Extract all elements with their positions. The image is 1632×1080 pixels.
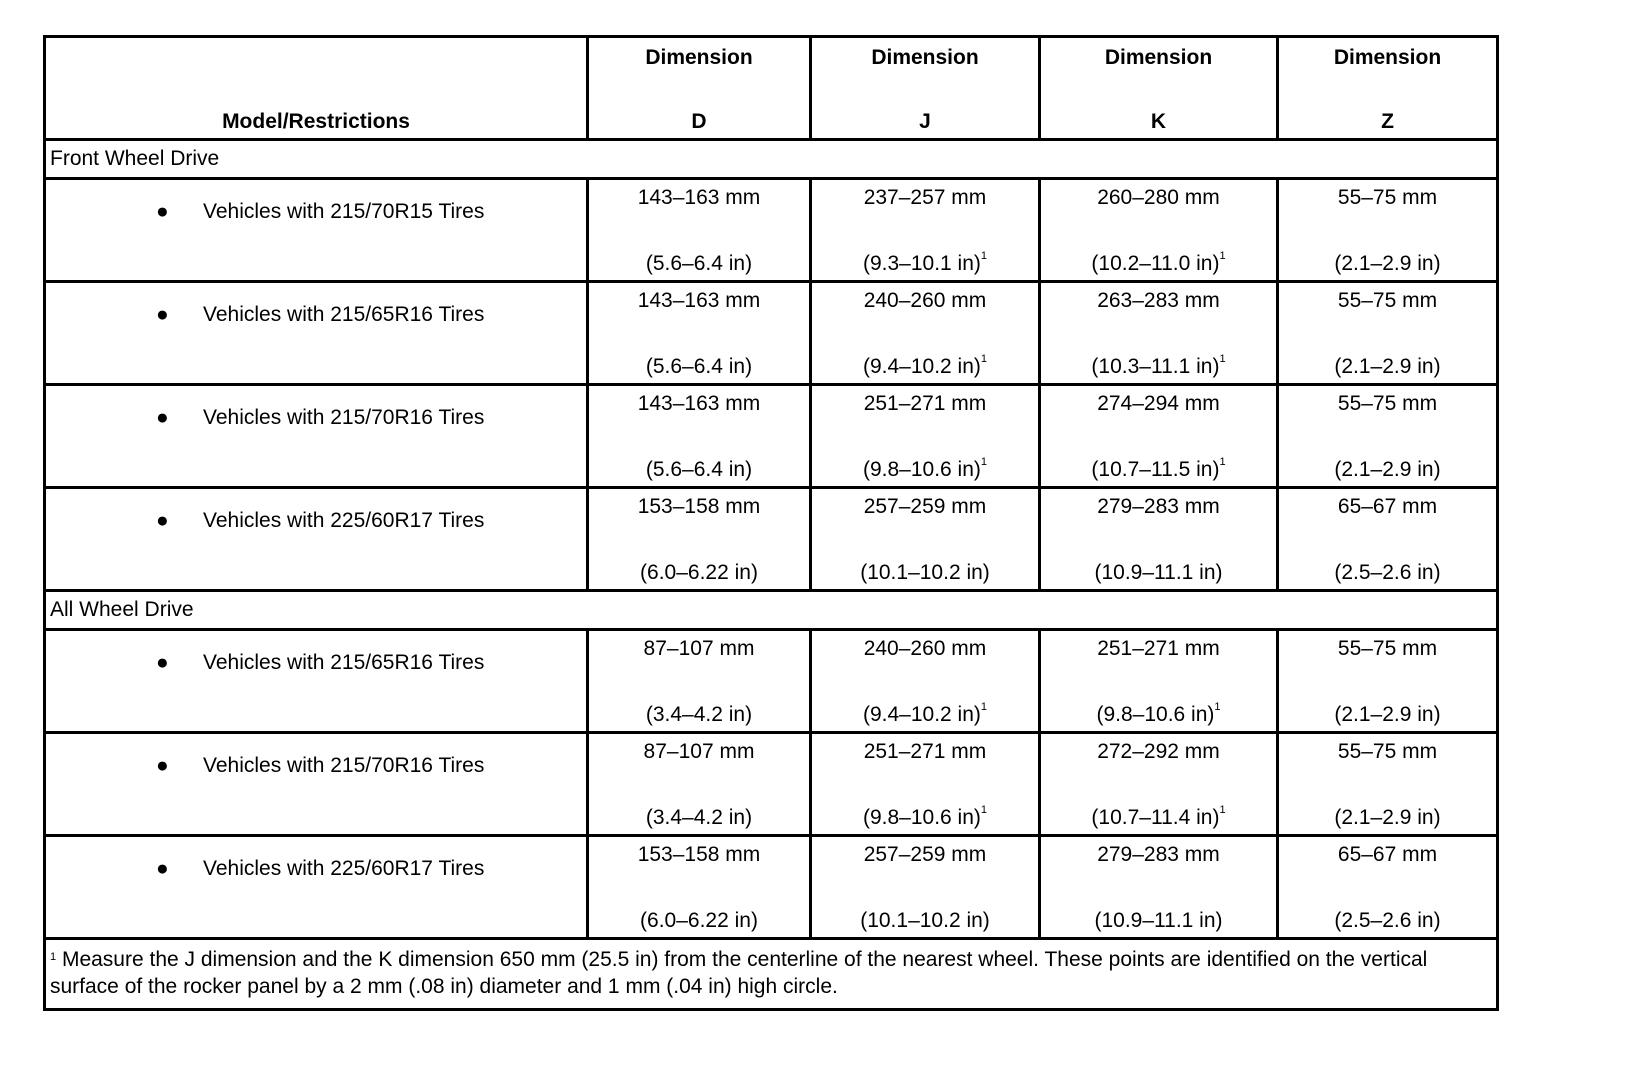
value-in <box>1279 561 1496 585</box>
value-mm: 240–260 mm <box>863 637 987 660</box>
value-mm: 55–75 mm <box>1337 186 1438 209</box>
table-row <box>45 630 1498 733</box>
dimension-cell <box>811 282 1040 385</box>
header-dimension-d <box>588 37 811 140</box>
dimension-cell <box>588 836 811 939</box>
header-dimension-label: Dimension <box>871 46 979 69</box>
value-mm: 143–163 mm <box>637 186 761 209</box>
dimension-cell <box>811 179 1040 282</box>
value-in-text: (5.6–6.4 in) <box>645 355 753 378</box>
dimension-cell <box>811 488 1040 591</box>
value-mm: 55–75 mm <box>1337 637 1438 660</box>
value-mm: 279–283 mm <box>1097 495 1220 518</box>
dimension-cell <box>588 733 811 836</box>
value-in <box>812 561 1038 585</box>
footnote-ref: 1 <box>1219 353 1226 365</box>
header-dimension-j <box>811 37 1040 140</box>
value-in-text: (10.7–11.5 in) <box>1091 458 1220 481</box>
model-label: Vehicles with 215/70R15 Tires <box>203 200 485 223</box>
value-mm: 55–75 mm <box>1337 740 1438 763</box>
table-row <box>45 733 1498 836</box>
model-label: Vehicles with 215/70R16 Tires <box>203 406 485 429</box>
footnote-ref: 1 <box>1219 250 1226 262</box>
model-cell <box>45 488 588 591</box>
value-mm: 87–107 mm <box>643 740 755 763</box>
header-col-letter: K <box>1150 110 1167 133</box>
value-in <box>589 703 809 727</box>
value-in-text: (2.5–2.6 in) <box>1334 561 1441 584</box>
header-dimension-label: Dimension <box>1104 46 1213 69</box>
value-mm: 55–75 mm <box>1337 392 1438 415</box>
bullet-icon: ● <box>156 509 169 532</box>
dimension-cell <box>1278 630 1498 733</box>
dimension-cell <box>1040 179 1278 282</box>
dimension-cell <box>811 630 1040 733</box>
model-cell <box>45 179 588 282</box>
header-col-letter: J <box>919 110 931 133</box>
value-in <box>589 806 809 830</box>
header-model <box>45 37 588 140</box>
header-model-label: Model/Restrictions <box>222 110 410 133</box>
footnote-mark: 1 <box>50 951 57 963</box>
value-in <box>1041 252 1276 276</box>
footnote-ref: 1 <box>1219 456 1226 468</box>
header-dimension-z <box>1278 37 1498 140</box>
dimension-cell <box>1040 836 1278 939</box>
value-mm: 153–158 mm <box>637 495 761 518</box>
model-cell <box>45 836 588 939</box>
value-mm: 65–67 mm <box>1337 495 1438 518</box>
value-in <box>589 458 809 482</box>
header-col-letter: Z <box>1381 110 1394 133</box>
value-in <box>812 355 1038 379</box>
value-mm: 153–158 mm <box>637 843 761 866</box>
header-dimension-label: Dimension <box>645 46 753 69</box>
bullet-icon: ● <box>156 754 169 777</box>
value-in <box>1041 458 1276 482</box>
value-in <box>1279 355 1496 379</box>
dimension-cell <box>588 488 811 591</box>
table-row <box>45 385 1498 488</box>
dimension-cell <box>1278 385 1498 488</box>
value-in <box>812 909 1038 933</box>
dimension-cell <box>588 282 811 385</box>
footnote-ref: 1 <box>1214 701 1221 713</box>
table-row <box>45 282 1498 385</box>
value-in-text: (2.1–2.9 in) <box>1334 703 1441 726</box>
value-in <box>1041 909 1276 933</box>
footnote <box>45 939 1498 1010</box>
dimension-cell <box>811 733 1040 836</box>
table-row <box>45 488 1498 591</box>
value-in-text: (6.0–6.22 in) <box>640 909 758 932</box>
value-in-text: (6.0–6.22 in) <box>640 561 758 584</box>
dimension-cell <box>588 179 811 282</box>
value-mm: 272–292 mm <box>1097 740 1220 763</box>
value-in <box>589 355 809 379</box>
value-in-text: (9.3–10.1 in) <box>862 252 981 275</box>
specifications-table <box>43 35 1499 1011</box>
value-in-text: (9.4–10.2 in) <box>862 355 981 378</box>
value-mm: 274–294 mm <box>1097 392 1220 415</box>
value-mm: 65–67 mm <box>1337 843 1438 866</box>
dimension-cell <box>1040 282 1278 385</box>
value-in <box>812 806 1038 830</box>
dimension-cell <box>1278 836 1498 939</box>
dimension-cell <box>1278 488 1498 591</box>
value-in-text: (3.4–4.2 in) <box>645 703 753 726</box>
value-in <box>1279 703 1496 727</box>
value-mm: 143–163 mm <box>637 392 761 415</box>
dimension-cell <box>1278 282 1498 385</box>
value-in-text: (10.7–11.4 in) <box>1091 806 1220 829</box>
value-in-text: (9.4–10.2 in) <box>862 703 981 726</box>
value-in <box>812 703 1038 727</box>
model-label: Vehicles with 215/65R16 Tires <box>203 303 485 326</box>
footnote-ref: 1 <box>980 250 988 262</box>
value-mm: 251–271 mm <box>863 392 987 415</box>
header-col-letter: D <box>691 110 707 133</box>
value-in-text: (5.6–6.4 in) <box>645 252 753 275</box>
value-mm: 263–283 mm <box>1097 289 1220 312</box>
value-mm: 143–163 mm <box>637 289 761 312</box>
section-title: All Wheel Drive <box>45 591 1498 630</box>
model-cell <box>45 733 588 836</box>
value-in <box>1041 806 1276 830</box>
value-mm: 260–280 mm <box>1097 186 1220 209</box>
bullet-icon: ● <box>156 200 169 223</box>
value-in <box>589 909 809 933</box>
dimension-cell <box>588 385 811 488</box>
value-mm: 279–283 mm <box>1097 843 1220 866</box>
value-in <box>1279 909 1496 933</box>
model-label: Vehicles with 215/70R16 Tires <box>203 754 485 777</box>
value-in-text: (10.3–11.1 in) <box>1091 355 1220 378</box>
header-row <box>45 37 1498 140</box>
value-in <box>1279 458 1496 482</box>
value-in <box>589 252 809 276</box>
value-in-text: (2.1–2.9 in) <box>1334 355 1441 378</box>
value-in <box>812 252 1038 276</box>
dimension-cell <box>1040 733 1278 836</box>
section-row <box>45 591 1498 630</box>
footnote-ref: 1 <box>980 353 988 365</box>
value-in-text: (3.4–4.2 in) <box>645 806 753 829</box>
value-mm: 240–260 mm <box>863 289 987 312</box>
dimension-cell <box>1278 733 1498 836</box>
value-in <box>812 458 1038 482</box>
footnote-ref: 1 <box>980 701 988 713</box>
value-in-text: (9.8–10.6 in) <box>862 458 981 481</box>
value-in-text: (10.9–11.1 in) <box>1094 909 1223 932</box>
value-in-text: (2.1–2.9 in) <box>1334 458 1441 481</box>
footnote-ref: 1 <box>1219 804 1226 816</box>
dimension-cell <box>1040 385 1278 488</box>
value-in-text: (10.2–11.0 in) <box>1091 252 1220 275</box>
value-mm: 251–271 mm <box>863 740 987 763</box>
value-in <box>1279 806 1496 830</box>
value-in <box>1041 561 1276 585</box>
value-in-text: (2.1–2.9 in) <box>1334 806 1441 829</box>
dimension-cell <box>811 836 1040 939</box>
value-mm: 251–271 mm <box>1097 637 1220 660</box>
table-row <box>45 179 1498 282</box>
header-dimension-label: Dimension <box>1333 46 1442 69</box>
value-in <box>1041 355 1276 379</box>
value-in <box>589 561 809 585</box>
section-row <box>45 140 1498 179</box>
bullet-icon: ● <box>156 651 169 674</box>
model-cell <box>45 630 588 733</box>
value-in <box>1041 703 1276 727</box>
value-in-text: (5.6–6.4 in) <box>645 458 753 481</box>
model-cell <box>45 385 588 488</box>
dimension-cell <box>1040 630 1278 733</box>
value-in-text: (2.1–2.9 in) <box>1334 252 1441 275</box>
value-in-text: (9.8–10.6 in) <box>1096 703 1215 726</box>
footnote-ref: 1 <box>980 456 988 468</box>
dimension-cell <box>588 630 811 733</box>
bullet-icon: ● <box>156 303 169 326</box>
value-in-text: (10.9–11.1 in) <box>1094 561 1223 584</box>
dimension-cell <box>1278 179 1498 282</box>
value-in-text: (10.1–10.2 in) <box>860 561 990 584</box>
value-in-text: (10.1–10.2 in) <box>860 909 990 932</box>
footnote-text: Measure the J dimension and the K dimension 650 mm (25.5 in) from the centerline of the nearest wheel. These points are identified on the vertical surface of the rocker panel by a 2 mm (.08 in) diameter and 1 mm (.04 in) high circle. <box>50 948 1428 998</box>
table-row <box>45 836 1498 939</box>
model-label: Vehicles with 225/60R17 Tires <box>203 857 485 880</box>
bullet-icon: ● <box>156 857 169 880</box>
value-mm: 55–75 mm <box>1337 289 1438 312</box>
value-in <box>1279 252 1496 276</box>
section-title: Front Wheel Drive <box>45 140 1498 179</box>
value-in-text: (2.5–2.6 in) <box>1334 909 1441 932</box>
value-mm: 87–107 mm <box>643 637 755 660</box>
value-in-text: (9.8–10.6 in) <box>862 806 981 829</box>
value-mm: 237–257 mm <box>863 186 987 209</box>
model-cell <box>45 282 588 385</box>
footnote-row <box>45 939 1498 1010</box>
footnote-ref: 1 <box>980 804 988 816</box>
header-dimension-k <box>1040 37 1278 140</box>
model-label: Vehicles with 225/60R17 Tires <box>203 509 485 532</box>
dimension-cell <box>811 385 1040 488</box>
bullet-icon: ● <box>156 406 169 429</box>
dimension-cell <box>1040 488 1278 591</box>
value-mm: 257–259 mm <box>863 495 987 518</box>
value-mm: 257–259 mm <box>863 843 987 866</box>
model-label: Vehicles with 215/65R16 Tires <box>203 651 485 674</box>
